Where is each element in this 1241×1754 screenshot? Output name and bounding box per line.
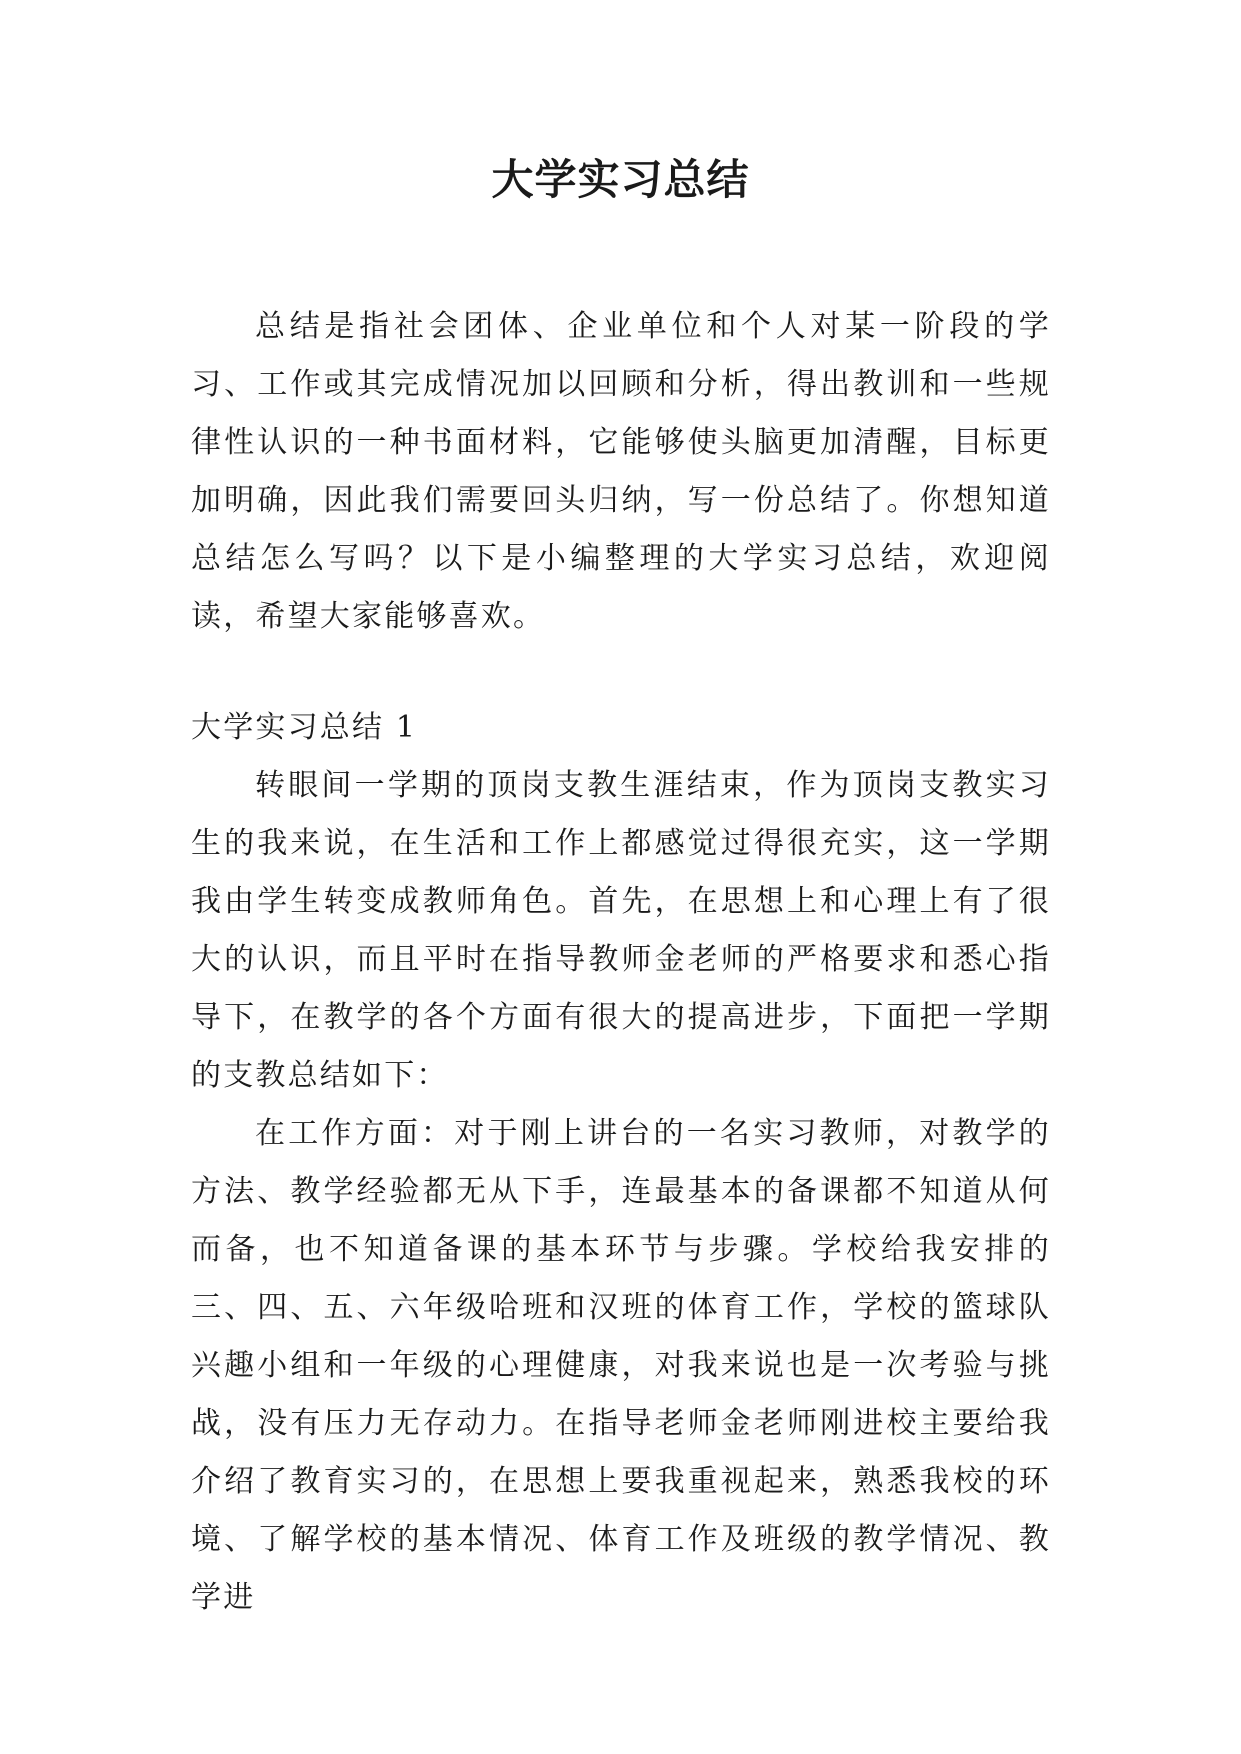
body-paragraph: 在工作方面：对于刚上讲台的一名实习教师，对教学的方法、教学经验都无从下手，连最基本的备课都不知道从何而备，也不知道备课的基本环节与步骤。学校给我安排的三、四、五、六年级哈班和汉班的体育工作，学校的篮球队兴趣小组和一年级的心理健康，对我来说也是一次考验与挑战，没有压力无存动力。在指导老师金老师刚进校主要给我介绍了教育实习的，在思想上要我重视起来，熟悉我校的环境、了解学校的基本情况、体育工作及班级的教学情况、教学进 <box>191 1116 1051 1615</box>
intro-paragraph: 总结是指社会团体、企业单位和个人对某一阶段的学习、工作或其完成情况加以回顾和分析，得出教训和一些规律性认识的一种书面材料，它能够使头脑更加清醒，目标更加明确，因此我们需要回头归纳，写一份总结了。你想知道总结怎么写吗？以下是小编整理的大学实习总结，欢迎阅读，希望大家能够喜欢。 <box>191 309 1051 634</box>
section-heading: 大学实习总结 1 <box>191 710 418 745</box>
body-paragraph: 转眼间一学期的顶岗支教生涯结束，作为顶岗支教实习生的我来说，在生活和工作上都感觉过得很充实，这一学期我由学生转变成教师角色。首先，在思想上和心理上有了很大的认识，而且平时在指导教师金老师的严格要求和悉心指导下，在教学的各个方面有很大的提高进步，下面把一学期的支教总结如下： <box>191 768 1051 1093</box>
document-title: 大学实习总结 <box>491 155 750 204</box>
